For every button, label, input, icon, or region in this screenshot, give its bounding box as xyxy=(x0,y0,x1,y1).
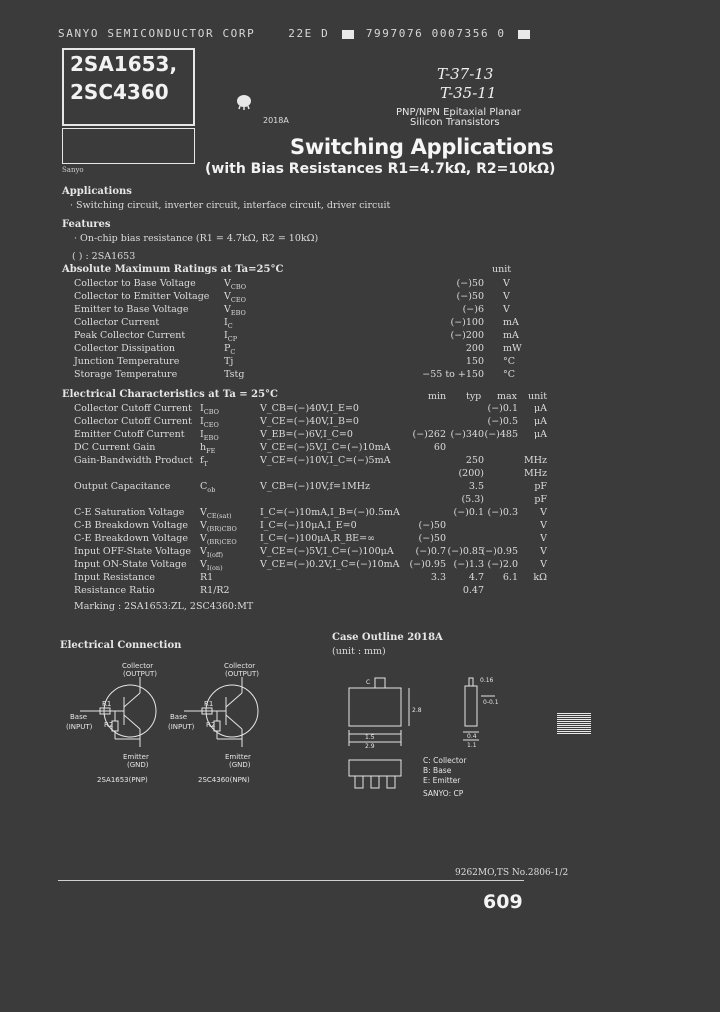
elec-min: (−)50 xyxy=(418,533,446,544)
elec-symbol: C xyxy=(200,481,208,492)
dim-2-9: 2.9 xyxy=(365,743,375,750)
page-title: Switching Applications xyxy=(290,135,554,159)
handwritten-code-2: T-35-11 xyxy=(440,84,497,102)
elec-unit: pF xyxy=(534,494,547,505)
elec-typ: (−)340 xyxy=(450,429,484,440)
abs-unit: °C xyxy=(503,369,516,380)
elec-unit: V xyxy=(540,520,547,531)
abs-value: 150 xyxy=(465,356,484,367)
abs-value: (−)200 xyxy=(450,330,484,341)
elec-max: (−)485 xyxy=(484,429,518,440)
page-number: 609 xyxy=(483,891,523,913)
abs-symbol-sub: CP xyxy=(227,334,238,343)
elec-symbol-cell xyxy=(200,533,237,546)
abs-param: Collector to Emitter Voltage xyxy=(74,291,210,302)
package-icon xyxy=(234,90,254,110)
abs-symbol-sub: EBO xyxy=(230,308,246,317)
elec-max: 6.1 xyxy=(502,572,518,583)
case-outline-heading: Case Outline 2018A xyxy=(332,632,443,643)
marking-text: Marking : 2SA1653:ZL, 2SC4360:MT xyxy=(74,601,254,612)
elec-condition: I_C=(−)10mA,I_B=(−)0.5mA xyxy=(260,507,400,518)
pnp-r2-label: R2 xyxy=(104,721,114,729)
elec-condition: V_CE=(−)10V,I_C=(−)5mA xyxy=(260,455,391,466)
elec-symbol-cell xyxy=(200,455,208,468)
npn-emitter-label: Emitter xyxy=(225,753,251,761)
elec-symbol: f xyxy=(200,455,204,466)
elec-row xyxy=(0,442,720,455)
elec-typ: (−)0.85 xyxy=(447,546,484,557)
features-text: · On-chip bias resistance (R1 = 4.7kΩ, R2 = 10kΩ) xyxy=(74,233,319,244)
elec-unit: V xyxy=(540,559,547,570)
npn-input-label: (INPUT) xyxy=(168,723,195,731)
dim-0-4: 0.4 xyxy=(467,733,477,740)
abs-value: (−)50 xyxy=(456,291,484,302)
abs-unit: V xyxy=(503,304,510,315)
abs-max-unit-header: unit xyxy=(492,264,512,275)
case-code: 2018A xyxy=(263,116,289,125)
elec-param: DC Current Gain xyxy=(74,442,156,453)
npn-output-label: (OUTPUT) xyxy=(225,670,259,678)
pnp-collector-label: Collector xyxy=(122,662,154,670)
abs-max-row xyxy=(0,356,720,369)
part-number-1: 2SA1653, xyxy=(70,52,178,76)
elec-row xyxy=(0,585,720,598)
package-top-view xyxy=(349,688,401,726)
legend-emitter: E: Emitter xyxy=(423,776,461,785)
elec-row xyxy=(0,416,720,429)
abs-symbol: I xyxy=(224,330,228,341)
pnp-base-label: Base xyxy=(70,713,88,721)
elec-symbol-sub: T xyxy=(203,459,208,468)
elec-condition: V_CB=(−)40V,I_E=0 xyxy=(260,403,359,414)
abs-symbol-cell xyxy=(224,317,233,330)
abs-symbol: V xyxy=(224,304,231,315)
abs-max-row xyxy=(0,304,720,317)
case-outline-drawing xyxy=(335,660,510,800)
abs-symbol: V xyxy=(224,291,231,302)
header-code1: 22E D xyxy=(288,27,330,40)
abs-unit: V xyxy=(503,278,510,289)
elec-symbol-sub: EBO xyxy=(203,433,219,442)
elec-unit: V xyxy=(540,507,547,518)
elec-symbol-cell xyxy=(200,507,232,520)
elec-param: Resistance Ratio xyxy=(74,585,155,596)
elec-symbol: V xyxy=(200,507,207,518)
abs-param: Emitter to Base Voltage xyxy=(74,304,189,315)
elec-symbol-sub: ob xyxy=(207,485,216,494)
abs-param: Peak Collector Current xyxy=(74,330,186,341)
maker-code: SANYO: CP xyxy=(423,789,464,798)
elec-min: (−)0.7 xyxy=(415,546,446,557)
elec-condition: V_CB=(−)10V,f=1MHz xyxy=(260,481,371,492)
abs-value: 200 xyxy=(465,343,484,354)
abs-symbol-cell xyxy=(224,291,246,304)
elec-param: C-B Breakdown Voltage xyxy=(74,520,189,531)
abs-value: (−)50 xyxy=(456,278,484,289)
dim-c-label: C xyxy=(366,679,371,686)
page-subtitle: (with Bias Resistances R1=4.7kΩ, R2=10kΩ) xyxy=(205,161,556,177)
footer-rule xyxy=(58,880,524,881)
abs-symbol-cell xyxy=(224,343,235,356)
sanyo-small-logo: Sanyo xyxy=(62,166,84,174)
abs-max-row xyxy=(0,343,720,356)
elec-param: Input ON-State Voltage xyxy=(74,559,187,570)
abs-symbol: Tstg xyxy=(224,369,245,380)
pnp-output-label: (OUTPUT) xyxy=(123,670,157,678)
abs-unit: mW xyxy=(503,343,522,354)
dim-0-0-1: 0-0.1 xyxy=(483,699,499,706)
abs-symbol-cell xyxy=(224,369,244,382)
pnp-caption: 2SA1653(PNP) xyxy=(97,776,148,784)
elec-typ: (5.3) xyxy=(461,494,484,505)
elec-symbol-sub: FE xyxy=(206,446,216,455)
elec-symbol-cell xyxy=(200,520,237,533)
abs-max-heading: Absolute Maximum Ratings at Ta=25°C xyxy=(62,264,284,275)
dim-1-5: 1.5 xyxy=(365,734,375,741)
package-side-view xyxy=(465,686,477,726)
elec-param: Gain-Bandwidth Product xyxy=(74,455,193,466)
elec-heading: Electrical Characteristics at Ta = 25°C xyxy=(62,389,279,400)
elec-unit: μA xyxy=(533,416,547,427)
elec-symbol: R1 xyxy=(200,572,214,583)
abs-param: Storage Temperature xyxy=(74,369,178,380)
header-line xyxy=(58,27,534,40)
abs-symbol-sub: C xyxy=(230,347,236,356)
document-number: 9262MO,TS No.2806-1/2 xyxy=(455,868,569,878)
elec-symbol-cell xyxy=(200,481,215,494)
abs-symbol-sub: CBO xyxy=(230,282,247,291)
abs-max-row xyxy=(0,369,720,382)
pnp-r1-label: R1 xyxy=(102,700,112,708)
elec-max: (−)0.3 xyxy=(487,507,518,518)
elec-min: 60 xyxy=(433,442,446,453)
elec-min: (−)50 xyxy=(418,520,446,531)
elec-symbol-sub: CBO xyxy=(203,407,219,416)
elec-symbol-cell xyxy=(200,416,219,429)
col-unit-header: unit xyxy=(528,391,548,402)
elec-row xyxy=(0,403,720,416)
elec-param: Input Resistance xyxy=(74,572,156,583)
elec-condition: V_CE=(−)5V,I_C=(−)10mA xyxy=(260,442,391,453)
elec-min: (−)262 xyxy=(412,429,446,440)
elec-symbol: V xyxy=(200,559,207,570)
elec-condition: I_C=(−)100μA,R_BE=∞ xyxy=(260,533,375,544)
elec-conn-heading: Electrical Connection xyxy=(60,640,182,651)
elec-unit: MHz xyxy=(523,455,547,466)
elec-unit: pF xyxy=(534,481,547,492)
legend-collector: C: Collector xyxy=(423,756,467,765)
elec-param: Input OFF-State Voltage xyxy=(74,546,192,557)
npn-r2-label: R2 xyxy=(206,721,216,729)
transistor-type-2: Silicon Transistors xyxy=(410,117,500,128)
abs-symbol: V xyxy=(224,278,231,289)
elec-typ: 4.7 xyxy=(468,572,484,583)
elec-condition: V_CE=(−)0.2V,I_C=(−)10mA xyxy=(260,559,400,570)
abs-symbol: I xyxy=(224,317,228,328)
elec-unit: kΩ xyxy=(533,572,547,583)
col-min-header: min xyxy=(428,391,447,402)
applications-heading: Applications xyxy=(62,186,132,197)
abs-max-row xyxy=(0,278,720,291)
elec-symbol-sub: (BR)CEO xyxy=(206,537,237,546)
elec-symbol: R1/R2 xyxy=(200,585,230,596)
elec-row xyxy=(0,429,720,442)
elec-row xyxy=(0,468,720,481)
pnp-emitter-label: Emitter xyxy=(123,753,149,761)
elec-param: Collector Cutoff Current xyxy=(74,403,192,414)
block-mark xyxy=(518,30,530,39)
elec-condition: V_CE=(−)40V,I_B=0 xyxy=(260,416,359,427)
elec-symbol-cell xyxy=(200,585,230,598)
pnp-gnd-label: (GND) xyxy=(127,761,149,769)
elec-symbol: I xyxy=(200,429,204,440)
dim-1-1: 1.1 xyxy=(467,742,477,749)
abs-value: −55 to +150 xyxy=(422,369,484,380)
abs-symbol-sub: C xyxy=(227,321,233,330)
elec-symbol: I xyxy=(200,403,204,414)
elec-unit: V xyxy=(540,533,547,544)
part-number-2: 2SC4360 xyxy=(70,80,169,104)
polarity-note: ( ) : 2SA1653 xyxy=(72,251,136,262)
barcode-mark xyxy=(557,712,591,734)
elec-symbol: V xyxy=(200,533,207,544)
elec-param: Output Capacitance xyxy=(74,481,171,492)
col-typ-header: typ xyxy=(466,391,482,402)
elec-condition: I_C=(−)10μA,I_E=0 xyxy=(260,520,357,531)
elec-typ: 0.47 xyxy=(462,585,484,596)
elec-unit: MHz xyxy=(523,468,547,479)
elec-min: (−)0.95 xyxy=(409,559,446,570)
abs-param: Collector Current xyxy=(74,317,160,328)
abs-max-row xyxy=(0,317,720,330)
elec-max: (−)2.0 xyxy=(487,559,518,570)
block-mark xyxy=(342,30,354,39)
abs-symbol-cell xyxy=(224,304,246,317)
abs-value: (−)6 xyxy=(462,304,484,315)
npn-r1-label: R1 xyxy=(204,700,214,708)
elec-unit: μA xyxy=(533,403,547,414)
elec-condition: V_EB=(−)6V,I_C=0 xyxy=(260,429,353,440)
abs-param: Collector to Base Voltage xyxy=(74,278,196,289)
elec-symbol-cell xyxy=(200,572,213,585)
abs-unit: °C xyxy=(503,356,516,367)
elec-symbol: I xyxy=(200,416,204,427)
elec-symbol-cell xyxy=(200,442,215,455)
elec-symbol: h xyxy=(200,442,207,453)
abs-max-row xyxy=(0,291,720,304)
elec-row xyxy=(0,572,720,585)
elec-row xyxy=(0,455,720,468)
pnp-input-label: (INPUT) xyxy=(66,723,93,731)
elec-row xyxy=(0,494,720,507)
elec-row xyxy=(0,481,720,494)
package-front-view xyxy=(349,760,401,776)
elec-condition: V_CE=(−)5V,I_C=(−)100μA xyxy=(260,546,394,557)
applications-text: · Switching circuit, inverter circuit, interface circuit, driver circuit xyxy=(70,200,391,211)
elec-max: (−)0.1 xyxy=(487,403,518,414)
elec-max: (−)0.95 xyxy=(481,546,518,557)
company-name: SANYO SEMICONDUCTOR CORP xyxy=(58,27,256,40)
elec-symbol-cell xyxy=(200,429,219,442)
elec-symbol-cell xyxy=(200,559,223,572)
elec-param: C-E Saturation Voltage xyxy=(74,507,185,518)
elec-min: 3.3 xyxy=(430,572,446,583)
npn-gnd-label: (GND) xyxy=(229,761,251,769)
blank-box xyxy=(62,128,195,164)
elec-typ: (−)0.1 xyxy=(453,507,484,518)
elec-row xyxy=(0,559,720,572)
elec-typ: 3.5 xyxy=(468,481,484,492)
elec-typ: (−)1.3 xyxy=(453,559,484,570)
elec-typ: (200) xyxy=(458,468,484,479)
elec-max: (−)0.5 xyxy=(487,416,518,427)
abs-param: Junction Temperature xyxy=(74,356,180,367)
handwritten-code-1: T-37-13 xyxy=(437,65,494,83)
elec-symbol-sub: I(off) xyxy=(206,550,224,559)
abs-unit: mA xyxy=(503,330,519,341)
abs-unit: V xyxy=(503,291,510,302)
elec-typ: 250 xyxy=(465,455,484,466)
abs-param: Collector Dissipation xyxy=(74,343,175,354)
elec-unit: μA xyxy=(533,429,547,440)
npn-base-label: Base xyxy=(170,713,188,721)
elec-symbol-sub: (BR)CBO xyxy=(206,524,237,533)
header-code2: 7997076 0007356 0 xyxy=(365,27,506,40)
elec-symbol-cell xyxy=(200,403,219,416)
abs-value: (−)100 xyxy=(450,317,484,328)
abs-symbol-cell xyxy=(224,356,233,369)
elec-symbol-cell xyxy=(200,546,223,559)
features-heading: Features xyxy=(62,219,111,230)
legend-base: B: Base xyxy=(423,766,452,775)
abs-symbol-sub: CEO xyxy=(230,295,246,304)
transistor-type-1: PNP/NPN Epitaxial Planar xyxy=(396,107,521,118)
elec-param: Collector Cutoff Current xyxy=(74,416,192,427)
abs-max-row xyxy=(0,330,720,343)
abs-symbol-cell xyxy=(224,330,237,343)
dim-2-8: 2.8 xyxy=(412,707,422,714)
case-outline-unit: (unit : mm) xyxy=(332,646,386,657)
elec-param: C-E Breakdown Voltage xyxy=(74,533,188,544)
npn-collector-label: Collector xyxy=(224,662,256,670)
col-max-header: max xyxy=(497,391,518,402)
elec-row xyxy=(0,520,720,533)
abs-symbol: P xyxy=(224,343,231,354)
elec-row xyxy=(0,546,720,559)
elec-row xyxy=(0,507,720,520)
dim-0-16: 0.16 xyxy=(480,677,494,684)
elec-symbol-sub: I(on) xyxy=(206,563,223,572)
elec-symbol-sub: CE(sat) xyxy=(206,511,232,520)
abs-symbol: Tj xyxy=(224,356,234,367)
elec-symbol-sub: CEO xyxy=(203,420,219,429)
elec-symbol: V xyxy=(200,546,207,557)
elec-unit: V xyxy=(540,546,547,557)
elec-param: Emitter Cutoff Current xyxy=(74,429,185,440)
abs-symbol-cell xyxy=(224,278,246,291)
elec-symbol: V xyxy=(200,520,207,531)
abs-unit: mA xyxy=(503,317,519,328)
elec-row xyxy=(0,533,720,546)
npn-caption: 2SC4360(NPN) xyxy=(198,776,250,784)
connection-diagrams xyxy=(60,655,290,785)
